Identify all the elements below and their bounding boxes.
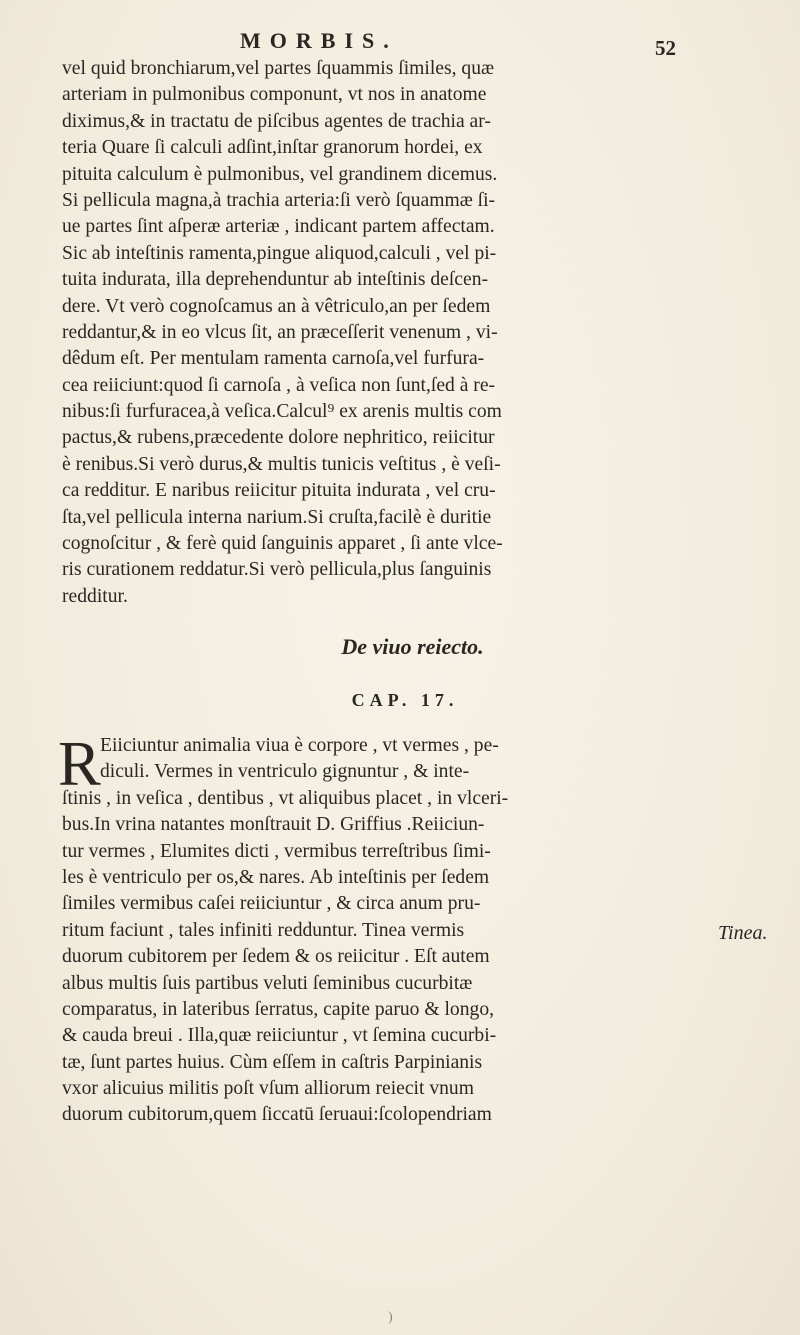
text-line: & cauda breui . Illa,quæ reiiciuntur , vt ſemina cucurbi- — [62, 1025, 497, 1047]
text-line: bus.In vrina natantes monſtrauit D. Griffius .Reiiciun- — [62, 814, 485, 836]
text-line: è renibus.Si verò durus,& multis tunicis veſtitus , è veſi- — [62, 453, 501, 475]
text-line: cognoſcitur , & ferè quid ſanguinis apparet , ſi ante vlce- — [62, 533, 503, 555]
text-line: vxor alicuius militis poſt vſum alliorum reiecit vnum — [62, 1078, 474, 1100]
text-line: vel quid bronchiarum,vel partes ſquammis ſimiles, quæ — [62, 58, 495, 79]
text-line: ſtinis , in veſica , dentibus , vt aliquibus placet , in vlceri- — [62, 787, 509, 809]
text-line: ris curationem reddatur.Si verò pellicula,plus ſanguinis — [62, 559, 492, 581]
text-line: ca redditur. E naribus reiicitur pituita indurata , vel cru- — [62, 480, 496, 502]
text-line: pactus,& rubens,præcedente dolore nephritico, reiicitur — [62, 427, 495, 449]
running-title: MORBIS. — [240, 28, 398, 53]
text-line: comparatus, in lateribus ſerratus, capite paruo & longo, — [62, 998, 495, 1020]
text-line: ritum faciunt , tales infiniti redduntur. Tinea vermis — [62, 919, 465, 941]
bleed-through-mark: ) — [388, 1310, 393, 1325]
text-line: Sic ab inteſtinis ramenta,pingue aliquod,calculi , vel pi- — [62, 242, 497, 264]
text-line: ſta,vel pellicula interna narium.Si cruſta,facilè è duritie — [62, 506, 492, 528]
text-line: tuita indurata, illa deprehenduntur ab inteſtinis deſcen- — [62, 269, 489, 291]
section-title: De viuo reiecto. — [341, 634, 484, 659]
text-line: ſimiles vermibus caſei reiiciuntur , & circa anum pru- — [62, 893, 481, 915]
text-line: teria Quare ſi calculi adſint,inſtar granorum hordei, ex — [62, 137, 483, 159]
drop-cap: R — [58, 728, 101, 799]
chapter-text — [62, 733, 612, 1129]
text-line: Eiiciuntur animalia viua è corpore , vt vermes , pe- — [100, 735, 499, 756]
text-line: albus multis ſuis partibus veluti ſeminibus cucurbitæ — [62, 972, 473, 994]
text-line: nibus:ſi furfuracea,à veſica.Calcul⁹ ex arenis multis com — [62, 401, 502, 423]
body-text — [62, 56, 612, 610]
text-line: diculi. Vermes in ventriculo gignuntur , & inte- — [100, 761, 470, 783]
text-line: arteriam in pulmonibus componunt, vt nos in anatome — [62, 84, 487, 106]
margin-note: Tinea. — [718, 922, 768, 944]
text-line: redditur. — [62, 585, 128, 607]
text-line: duorum cubitorem per ſedem & os reiicitur . Eſt autem — [62, 946, 490, 968]
text-line: dêdum eſt. Per mentulam ramenta carnoſa,vel furfura- — [62, 348, 485, 370]
text-line: diximus,& in tractatu de piſcibus agentes de trachia ar- — [62, 110, 491, 132]
text-line: les è ventriculo per os,& nares. Ab inteſtinis per ſedem — [62, 866, 490, 888]
text-line: dere. Vt verò cognoſcamus an à vêtriculo,an per ſedem — [62, 295, 491, 317]
text-line: Si pellicula magna,à trachia arteria:ſi verò ſquammæ ſi- — [62, 189, 496, 211]
text-line: tæ, ſunt partes huius. Cùm eſſem in caſtris Parpinianis — [62, 1051, 483, 1073]
text-line: pituita calculum è pulmonibus, vel grandinem dicemus. — [62, 163, 498, 185]
text-line: ue partes ſint aſperæ arteriæ , indicant partem affectam. — [62, 216, 495, 238]
page-number: 52 — [655, 36, 676, 60]
text-line: cea reiiciunt:quod ſi carnoſa , à veſica non ſunt,ſed à re- — [62, 374, 496, 396]
text-line: tur vermes , Elumites dicti , vermibus terreſtribus ſimi- — [62, 840, 491, 862]
chapter-label: CAP. 17. — [351, 690, 459, 710]
text-line: duorum cubitorum,quem ſiccatū ſeruaui:ſcolopendriam — [62, 1104, 492, 1126]
text-line: reddantur,& in eo vlcus ſit, an præceſſerit venenum , vi- — [62, 321, 498, 343]
